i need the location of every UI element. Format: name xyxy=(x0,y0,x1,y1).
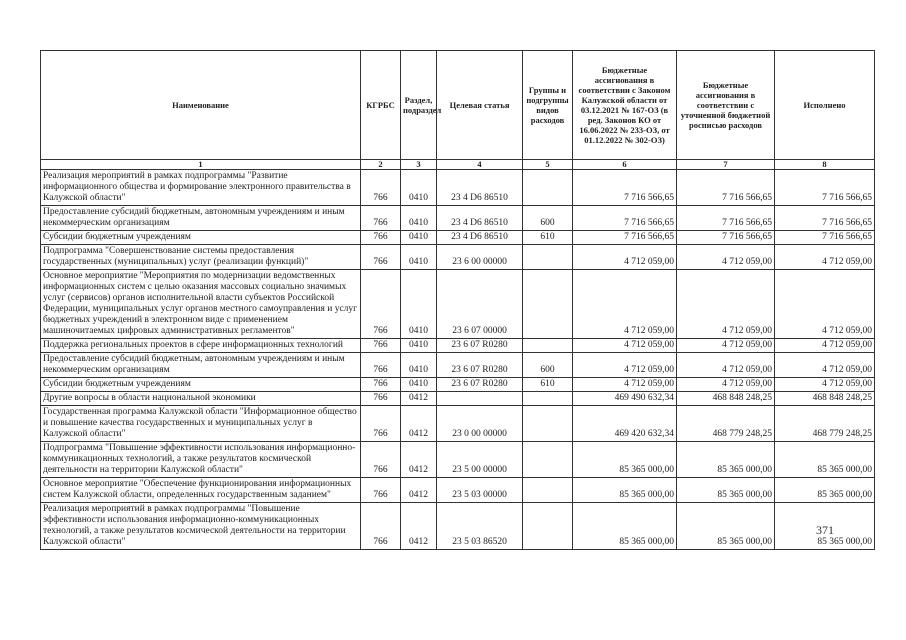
header-row xyxy=(41,51,875,160)
header-law-assignments: Бюджетные ассигнования в соответствии с Законом Калужской области от 03.12.2021 № 167-ОЗ (в ред. Законов КО от 16.06.2022 № 233-ОЗ, от 01.12.2022 № 302-ОЗ) xyxy=(573,51,677,160)
row-section: 0412 xyxy=(401,406,437,442)
row-section: 0410 xyxy=(401,170,437,206)
row-law-amount: 4 712 059,00 xyxy=(573,245,677,270)
budget-table xyxy=(40,50,875,550)
row-executed-amount: 4 712 059,00 xyxy=(775,339,875,353)
row-group xyxy=(523,170,573,206)
row-refined-amount: 7 716 566,65 xyxy=(677,206,775,231)
row-law-amount: 85 365 000,00 xyxy=(573,442,677,478)
row-kgrbs: 766 xyxy=(361,339,401,353)
row-section: 0412 xyxy=(401,392,437,406)
row-target: 23 6 07 R0280 xyxy=(437,353,523,378)
header-groups: Группы и подгруппы видов расходов xyxy=(523,51,573,160)
row-law-amount: 7 716 566,65 xyxy=(573,206,677,231)
row-executed-amount: 468 779 248,25 xyxy=(775,406,875,442)
table-row xyxy=(41,406,875,442)
row-target xyxy=(437,392,523,406)
row-executed-amount: 468 848 248,25 xyxy=(775,392,875,406)
row-target: 23 4 D6 86510 xyxy=(437,231,523,245)
row-group: 600 xyxy=(523,206,573,231)
header-refined-assignments: Бюджетные ассигнования в соответствии с уточненной бюджетной росписью расходов xyxy=(677,51,775,160)
row-section: 0412 xyxy=(401,442,437,478)
row-name: Другие вопросы в области национальной экономики xyxy=(41,392,361,406)
header-execution: Исполнено xyxy=(775,51,875,160)
row-name: Реализация мероприятий в рамках подпрограммы "Развитие информационного общества и формирование электронного правительства в Калужской области" xyxy=(41,170,361,206)
row-refined-amount: 468 779 248,25 xyxy=(677,406,775,442)
row-name: Предоставление субсидий бюджетным, автономным учреждениям и иным некоммерческим организациям xyxy=(41,353,361,378)
row-group xyxy=(523,392,573,406)
row-law-amount: 469 490 632,34 xyxy=(573,392,677,406)
row-target: 23 4 D6 86510 xyxy=(437,206,523,231)
row-kgrbs: 766 xyxy=(361,245,401,270)
table-row xyxy=(41,392,875,406)
row-name: Основное мероприятие "Обеспечение функционирования информационных систем Калужской области, определенных государственным заданием" xyxy=(41,478,361,503)
row-law-amount: 85 365 000,00 xyxy=(573,503,677,550)
row-kgrbs: 766 xyxy=(361,378,401,392)
row-law-amount: 4 712 059,00 xyxy=(573,353,677,378)
row-group xyxy=(523,406,573,442)
row-group xyxy=(523,339,573,353)
column-number: 2 xyxy=(361,160,401,170)
row-section: 0410 xyxy=(401,245,437,270)
row-group xyxy=(523,270,573,339)
row-executed-amount: 4 712 059,00 xyxy=(775,270,875,339)
column-number-row xyxy=(41,160,875,170)
budget-table-body xyxy=(41,170,875,550)
row-target: 23 4 D6 86510 xyxy=(437,170,523,206)
header-section: Раздел, подраздел xyxy=(401,51,437,160)
row-name: Субсидии бюджетным учреждениям xyxy=(41,378,361,392)
row-name: Государственная программа Калужской области "Информационное общество и повышение качества государственных и муниципальных услуг в Калужской области" xyxy=(41,406,361,442)
document-page xyxy=(40,50,874,550)
table-row xyxy=(41,353,875,378)
table-row xyxy=(41,206,875,231)
row-refined-amount: 7 716 566,65 xyxy=(677,231,775,245)
page-number: 371 xyxy=(816,523,834,537)
row-target: 23 5 03 00000 xyxy=(437,478,523,503)
row-name: Предоставление субсидий бюджетным, автономным учреждениям и иным некоммерческим организациям xyxy=(41,206,361,231)
table-row xyxy=(41,339,875,353)
row-refined-amount: 85 365 000,00 xyxy=(677,442,775,478)
row-law-amount: 7 716 566,65 xyxy=(573,170,677,206)
row-law-amount: 4 712 059,00 xyxy=(573,378,677,392)
row-executed-amount: 4 712 059,00 xyxy=(775,378,875,392)
row-refined-amount: 4 712 059,00 xyxy=(677,378,775,392)
row-target: 23 6 07 00000 xyxy=(437,270,523,339)
row-name: Подпрограмма "Повышение эффективности использования информационно-коммуникационных технологий, а также результатов космической деятельности на территории Калужской области" xyxy=(41,442,361,478)
row-executed-amount: 4 712 059,00 xyxy=(775,353,875,378)
row-kgrbs: 766 xyxy=(361,353,401,378)
row-executed-amount: 4 712 059,00 xyxy=(775,245,875,270)
table-row xyxy=(41,378,875,392)
row-refined-amount: 4 712 059,00 xyxy=(677,339,775,353)
table-row xyxy=(41,170,875,206)
table-row xyxy=(41,442,875,478)
row-kgrbs: 766 xyxy=(361,231,401,245)
row-target: 23 6 00 00000 xyxy=(437,245,523,270)
row-executed-amount: 85 365 000,00 xyxy=(775,478,875,503)
row-section: 0412 xyxy=(401,478,437,503)
row-law-amount: 4 712 059,00 xyxy=(573,339,677,353)
column-number: 6 xyxy=(573,160,677,170)
row-law-amount: 85 365 000,00 xyxy=(573,478,677,503)
table-row xyxy=(41,478,875,503)
header-target: Целевая статья xyxy=(437,51,523,160)
table-row xyxy=(41,270,875,339)
row-group xyxy=(523,503,573,550)
row-refined-amount: 4 712 059,00 xyxy=(677,270,775,339)
row-section: 0410 xyxy=(401,378,437,392)
row-kgrbs: 766 xyxy=(361,503,401,550)
row-section: 0410 xyxy=(401,270,437,339)
row-section: 0410 xyxy=(401,353,437,378)
row-kgrbs: 766 xyxy=(361,206,401,231)
row-refined-amount: 468 848 248,25 xyxy=(677,392,775,406)
row-refined-amount: 85 365 000,00 xyxy=(677,478,775,503)
row-refined-amount: 4 712 059,00 xyxy=(677,245,775,270)
row-executed-amount: 7 716 566,65 xyxy=(775,206,875,231)
row-group xyxy=(523,245,573,270)
row-target: 23 6 07 R0280 xyxy=(437,339,523,353)
row-group: 610 xyxy=(523,231,573,245)
row-group xyxy=(523,478,573,503)
row-law-amount: 4 712 059,00 xyxy=(573,270,677,339)
row-name: Реализация мероприятий в рамках подпрограммы "Повышение эффективности использования информационно-коммуникационных технологий, а также результатов космической деятельности на территории Калужской области" xyxy=(41,503,361,550)
row-executed-amount: 7 716 566,65 xyxy=(775,231,875,245)
row-group xyxy=(523,442,573,478)
column-number: 8 xyxy=(775,160,875,170)
row-kgrbs: 766 xyxy=(361,392,401,406)
row-refined-amount: 85 365 000,00 xyxy=(677,503,775,550)
row-executed-amount: 7 716 566,65 xyxy=(775,170,875,206)
row-kgrbs: 766 xyxy=(361,478,401,503)
row-section: 0410 xyxy=(401,206,437,231)
row-name: Субсидии бюджетным учреждениям xyxy=(41,231,361,245)
table-row xyxy=(41,231,875,245)
row-target: 23 6 07 R0280 xyxy=(437,378,523,392)
column-number: 1 xyxy=(41,160,361,170)
column-number: 3 xyxy=(401,160,437,170)
row-section: 0412 xyxy=(401,503,437,550)
row-executed-amount: 85 365 000,00 xyxy=(775,442,875,478)
row-target: 23 5 00 00000 xyxy=(437,442,523,478)
row-law-amount: 469 420 632,34 xyxy=(573,406,677,442)
row-target: 23 0 00 00000 xyxy=(437,406,523,442)
row-name: Поддержка региональных проектов в сфере информационных технологий xyxy=(41,339,361,353)
row-section: 0410 xyxy=(401,231,437,245)
table-row xyxy=(41,503,875,550)
row-kgrbs: 766 xyxy=(361,442,401,478)
row-section: 0410 xyxy=(401,339,437,353)
row-law-amount: 7 716 566,65 xyxy=(573,231,677,245)
row-executed-amount: 85 365 000,00 xyxy=(775,503,875,550)
column-number: 5 xyxy=(523,160,573,170)
row-group: 610 xyxy=(523,378,573,392)
row-name: Подпрограмма "Совершенствование системы предоставления государственных (муниципальных) услуг (реализации функций)" xyxy=(41,245,361,270)
row-refined-amount: 7 716 566,65 xyxy=(677,170,775,206)
column-number: 4 xyxy=(437,160,523,170)
header-kgrbs: КГРБС xyxy=(361,51,401,160)
row-group: 600 xyxy=(523,353,573,378)
row-target: 23 5 03 86520 xyxy=(437,503,523,550)
row-kgrbs: 766 xyxy=(361,170,401,206)
row-kgrbs: 766 xyxy=(361,270,401,339)
header-name: Наименование xyxy=(41,51,361,160)
column-number: 7 xyxy=(677,160,775,170)
row-name: Основное мероприятие "Мероприятия по модернизации ведомственных информационных систем с целью оказания массовых социально значимых услуг (сервисов) органов исполнительной власти субъектов Российской Федерации, муниципальных услуг органов местного самоуправления и услуг бюджетных учреждений в электронном виде с применением машиночитаемых цифровых административных регламентов" xyxy=(41,270,361,339)
row-refined-amount: 4 712 059,00 xyxy=(677,353,775,378)
table-row xyxy=(41,245,875,270)
row-kgrbs: 766 xyxy=(361,406,401,442)
